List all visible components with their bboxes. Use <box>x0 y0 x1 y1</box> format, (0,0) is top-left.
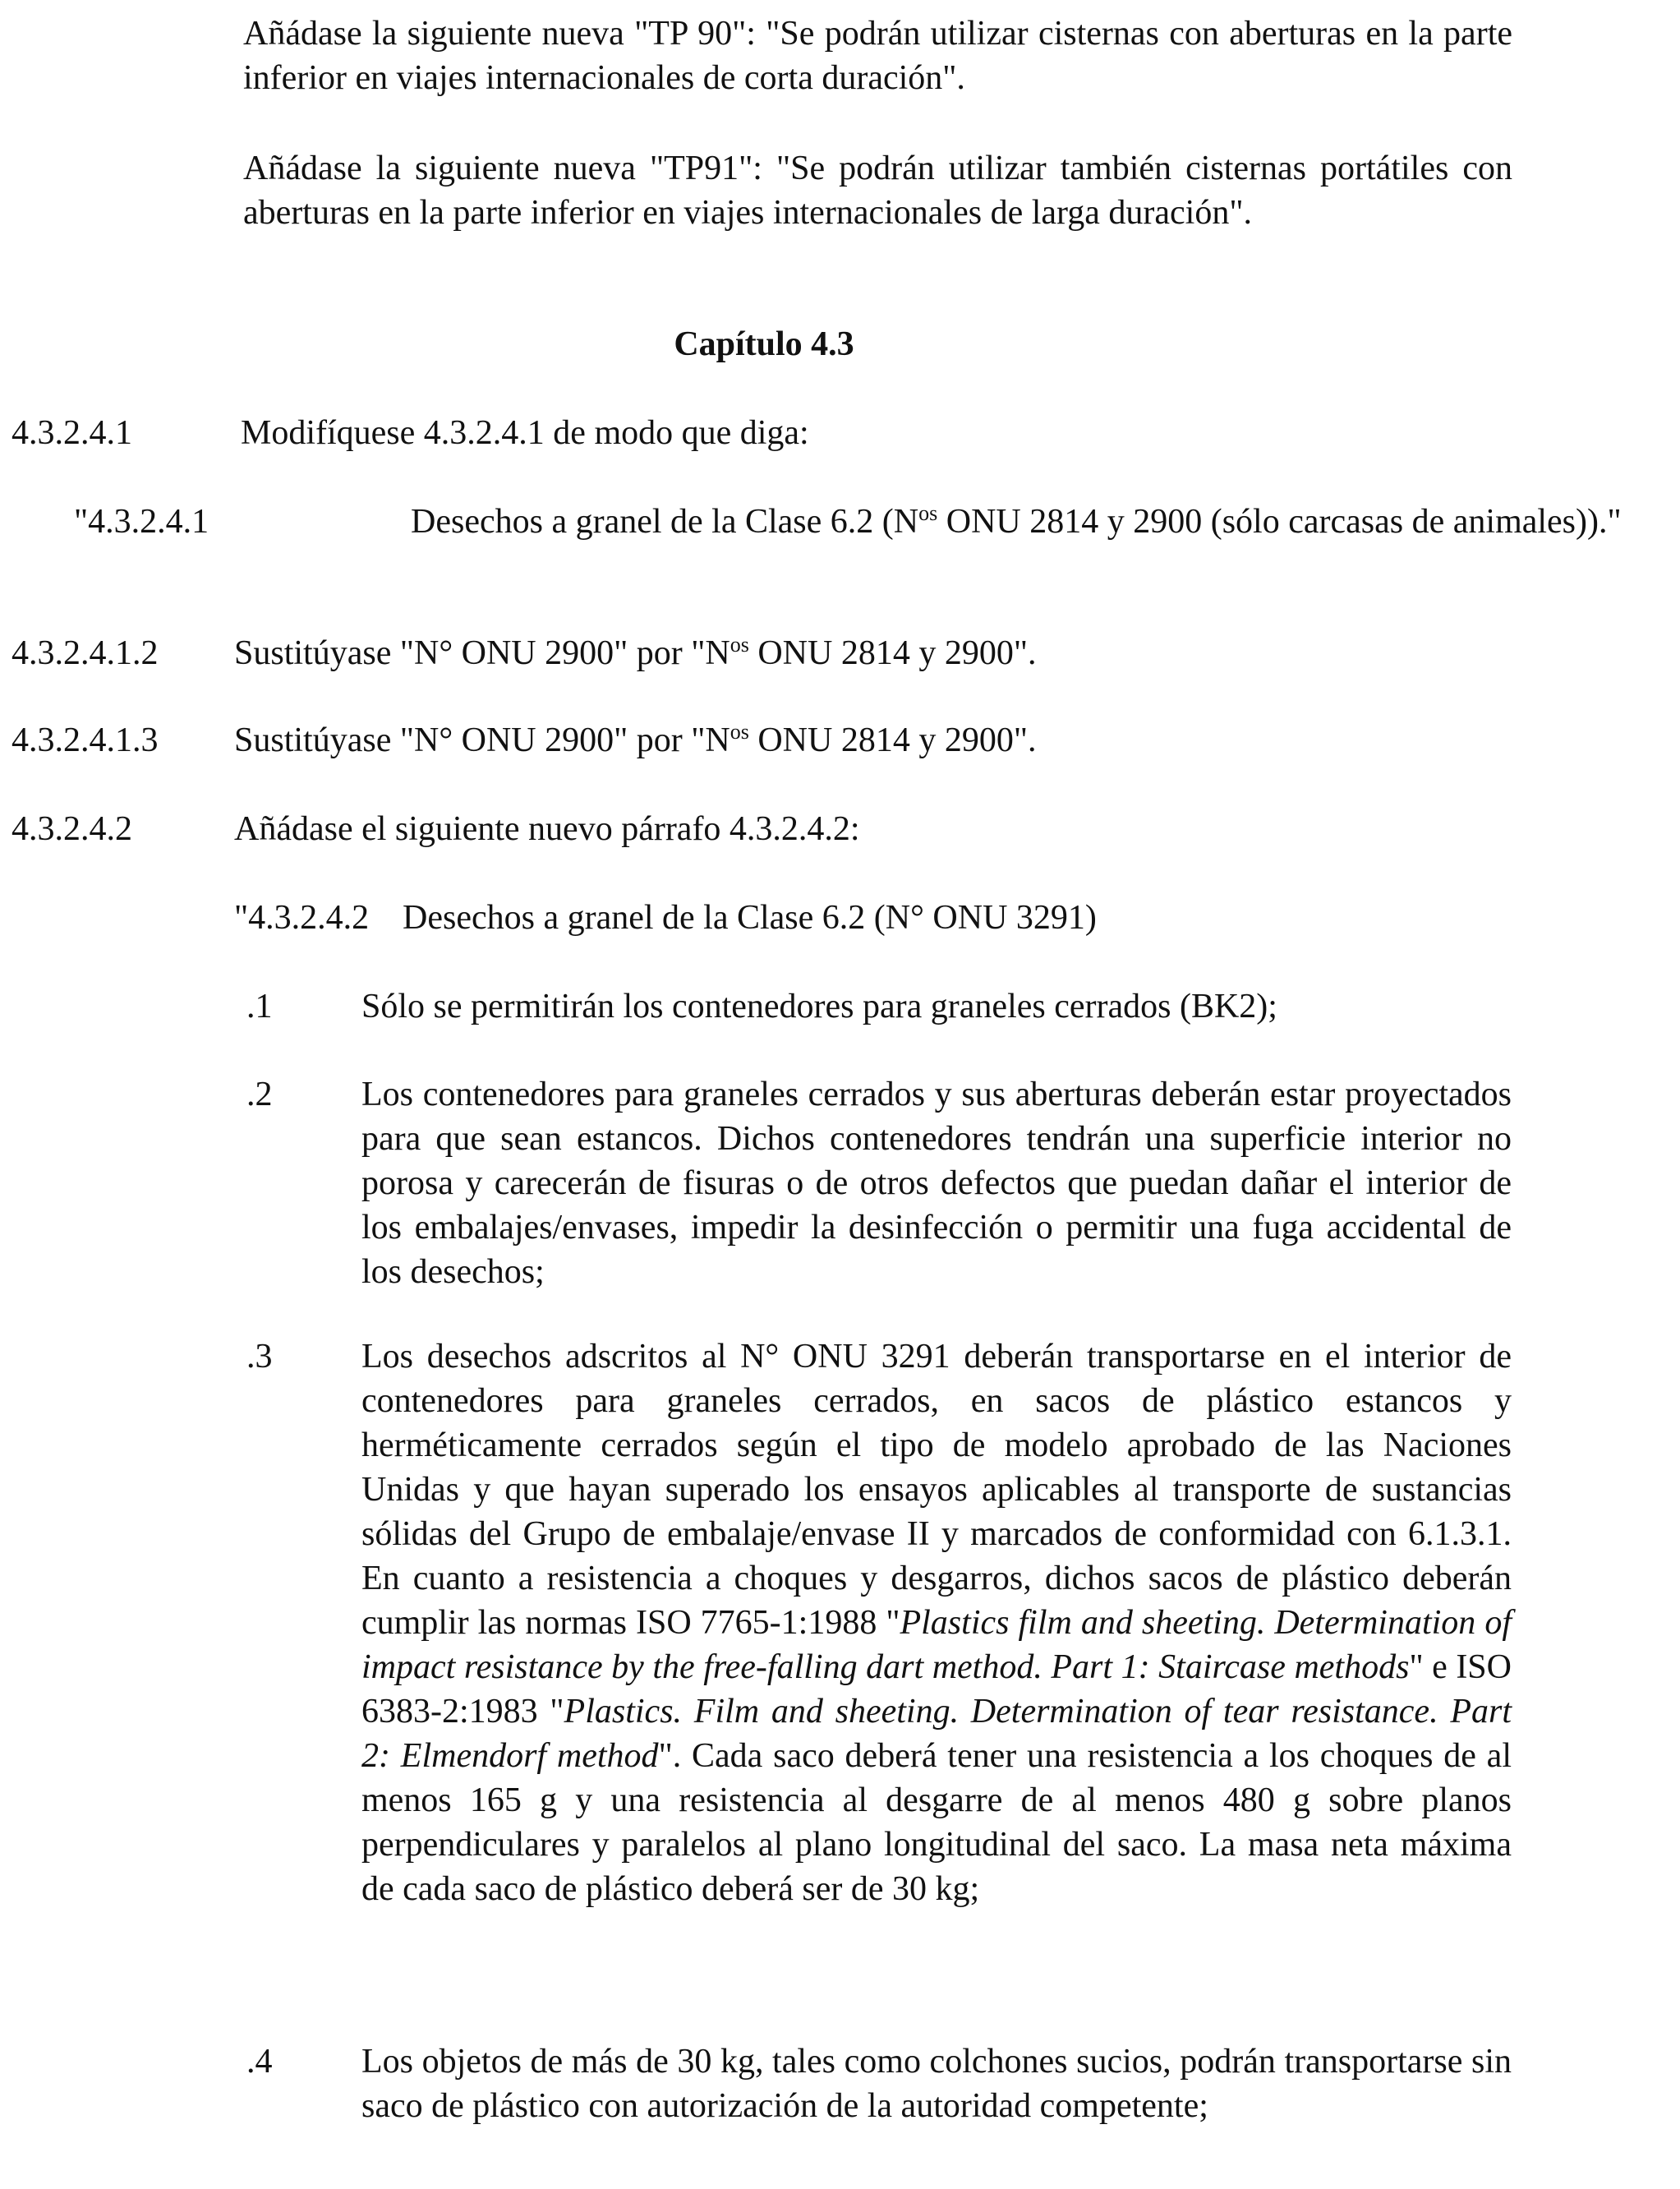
tp91-paragraph: Añádase la siguiente nueva "TP91": "Se podrán utilizar también cisternas portátiles con aberturas en la parte inferior en viajes internacionales de larga duración". <box>243 150 1512 232</box>
iso-title-italic: Plastics film and sheeting. Determination of impact resistance by the free-falling dart method. Part 1: Staircase methods <box>361 1604 1512 1686</box>
instruction-text: Modifíquese 4.3.2.4.1 de modo que diga: <box>241 414 809 452</box>
instruction-text-part: ONU 2814 y 2900". <box>748 721 1037 759</box>
item-number: .1 <box>246 988 273 1025</box>
item-number: .4 <box>246 2043 273 2081</box>
superscript: os <box>730 720 749 744</box>
instruction-text <box>234 631 1036 675</box>
quoted-text-part: ONU 2814 y 2900 (sólo carcasas de animales))." <box>937 503 1622 541</box>
superscript: os <box>730 633 749 657</box>
section-number: 4.3.2.4.1 <box>12 414 132 452</box>
quoted-number: "4.3.2.4.2 <box>234 899 370 937</box>
instruction-text: Añádase el siguiente nuevo párrafo 4.3.2.4.2: <box>234 810 860 848</box>
item-text-part: " e ISO 6383-2:1983 " <box>361 1648 1512 1730</box>
item-text: Los contenedores para graneles cerrados y sus aberturas deberán estar proyectados para que sean estancos. Dichos contenedores tendrán una superficie interior no porosa y carecerán de fisuras o de otros defectos que puedan dañar el interior de los embalajes/envases, impedir la desinfección o permitir una fuga accidental de los desechos; <box>361 1076 1512 1291</box>
item-text: Sólo se permitirán los contenedores para graneles cerrados (BK2); <box>361 988 1277 1025</box>
instruction-text <box>234 718 1036 763</box>
quoted-text-part: Desechos a granel de la Clase 6.2 (N <box>411 503 919 541</box>
instruction-text-part: Sustitúyase "N° ONU 2900" por "N <box>234 634 730 672</box>
item-text <box>361 1334 1512 1911</box>
instruction-text-part: Sustitúyase "N° ONU 2900" por "N <box>234 721 730 759</box>
item-number: .3 <box>246 1338 273 1376</box>
item-text: Los objetos de más de 30 kg, tales como colchones sucios, podrán transportarse sin saco de plástico con autorización de la autoridad competente; <box>361 2043 1512 2125</box>
superscript: os <box>918 501 938 525</box>
item-text-part: ". Cada saco deberá tener una resistencia a los choques de al menos 165 g y una resistencia al desgarre de al menos 480 g sobre planos perpendiculares y paralelos al plano longitudinal del saco. La masa neta máxima de cada saco de plástico deberá ser de 30 kg; <box>361 1737 1512 1908</box>
section-number: 4.3.2.4.1.2 <box>12 634 159 672</box>
quoted-paragraph <box>234 896 1516 940</box>
item-number: .2 <box>246 1076 273 1113</box>
quoted-number: "4.3.2.4.1 <box>74 503 209 541</box>
section-number: 4.3.2.4.1.3 <box>12 721 159 759</box>
quoted-paragraph <box>74 500 1680 544</box>
section-number: 4.3.2.4.2 <box>12 810 132 848</box>
iso-title-italic: Plastics. Film and sheeting. Determination of tear resistance. Part 2: Elmendorf method <box>361 1693 1512 1775</box>
instruction-text-part: ONU 2814 y 2900". <box>748 634 1037 672</box>
quoted-text: Desechos a granel de la Clase 6.2 (N° ONU 3291) <box>403 899 1097 937</box>
tp90-paragraph: Añádase la siguiente nueva "TP 90": "Se podrán utilizar cisternas con aberturas en la parte inferior en viajes internacionales de corta duración". <box>243 15 1512 97</box>
item-text-part: Los desechos adscritos al N° ONU 3291 deberán transportarse en el interior de contenedores para graneles cerrados, en sacos de plástico estancos y herméticamente cerrados según el tipo de modelo aprobado de las Naciones Unidas y que hayan superado los ensayos aplicables al transporte de sustancias sólidas del Grupo de embalaje/envase II y marcados de conformidad con 6.1.3.1. En cuanto a resistencia a choques y desgarros, dichos sacos de plástico deberán cumplir las normas ISO 7765-1:1988 " <box>361 1338 1512 1642</box>
chapter-heading: Capítulo 4.3 <box>674 325 854 363</box>
